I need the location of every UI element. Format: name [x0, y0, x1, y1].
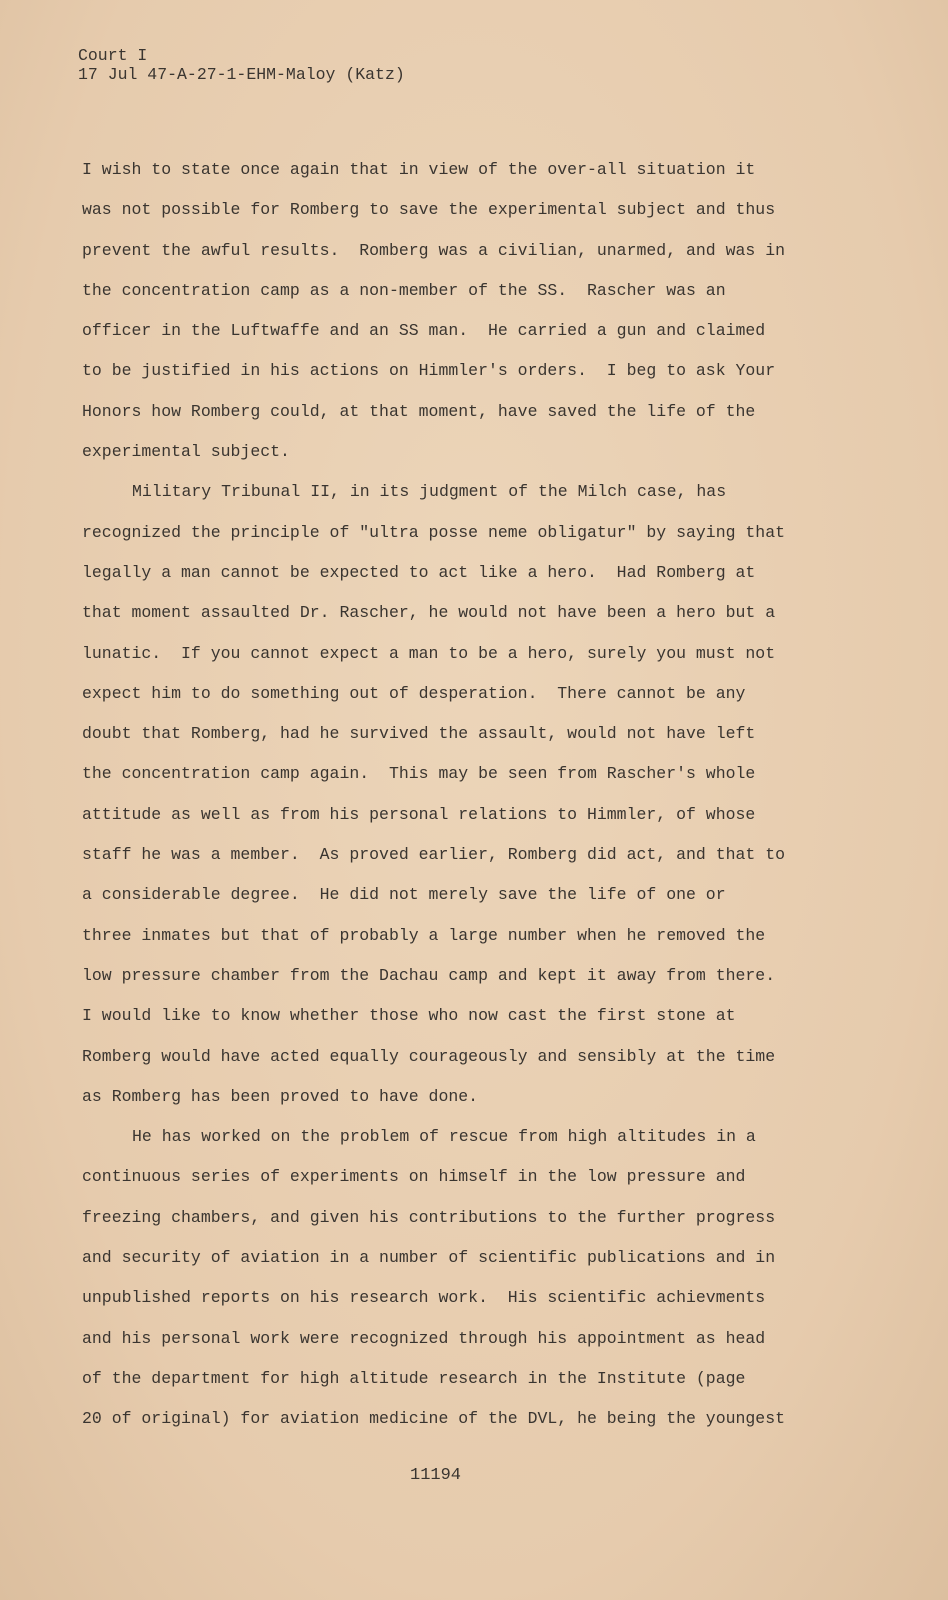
text-line: unpublished reports on his research work. His scientific achievments — [82, 1288, 766, 1308]
text-line: was not possible for Romberg to save the experimental subject and thus — [82, 200, 776, 220]
text-line: and security of aviation in a number of scientific publications and in — [82, 1248, 776, 1268]
text-line: prevent the awful results. Romberg was a civilian, unarmed, and was in — [82, 240, 786, 260]
text-line: as Romberg has been proved to have done. — [82, 1086, 479, 1106]
text-line: doubt that Romberg, had he survived the assault, would not have left — [82, 724, 756, 744]
text-line: Military Tribunal II, in its judgment of the Milch case, has — [132, 482, 727, 502]
text-line: Honors how Romberg could, at that moment, have saved the life of the — [82, 401, 756, 421]
paragraph — [82, 156, 842, 478]
text-line: legally a man cannot be expected to act like a hero. Had Romberg at — [82, 562, 756, 582]
text-line: Romberg would have acted equally courageously and sensibly at the time — [82, 1046, 776, 1066]
text-line: officer in the Luftwaffe and an SS man. He carried a gun and claimed — [82, 321, 766, 341]
paragraph — [82, 1123, 842, 1445]
text-line: I wish to state once again that in view of the over-all situation it — [82, 160, 756, 179]
text-line: attitude as well as from his personal relations to Himmler, of whose — [82, 804, 756, 824]
text-line: recognized the principle of "ultra posse neme obligatur" by saying that — [82, 522, 786, 542]
text-line: low pressure chamber from the Dachau camp and kept it away from there. — [82, 965, 776, 985]
text-line: to be justified in his actions on Himmler's orders. I beg to ask Your — [82, 361, 776, 381]
text-line: He has worked on the problem of rescue from high altitudes in a — [132, 1127, 756, 1147]
text-line: the concentration camp again. This may be seen from Rascher's whole — [82, 764, 756, 784]
text-line: staff he was a member. As proved earlier, Romberg did act, and that to — [82, 845, 786, 865]
document-body — [82, 156, 842, 1446]
text-line: of the department for high altitude research in the Institute (page — [82, 1368, 746, 1388]
court-label: Court I — [78, 46, 148, 65]
text-line: and his personal work were recognized through his appointment as head — [82, 1328, 766, 1348]
document-reference: 17 Jul 47-A-27-1-EHM-Maloy (Katz) — [78, 65, 405, 84]
text-line: I would like to know whether those who now cast the first stone at — [82, 1006, 736, 1026]
text-line: three inmates but that of probably a large number when he removed the — [82, 925, 766, 945]
document-header — [78, 46, 405, 84]
paragraph — [82, 478, 842, 1123]
text-line: a considerable degree. He did not merely save the life of one or — [82, 885, 726, 905]
text-line: lunatic. If you cannot expect a man to be a hero, surely you must not — [82, 643, 776, 663]
text-line: continuous series of experiments on himself in the low pressure and — [82, 1167, 746, 1187]
text-line: 20 of original) for aviation medicine of the DVL, he being the youngest — [82, 1409, 786, 1429]
page-number: 11194 — [410, 1466, 462, 1485]
text-line: freezing chambers, and given his contributions to the further progress — [82, 1207, 776, 1227]
text-line: the concentration camp as a non-member of the SS. Rascher was an — [82, 280, 726, 300]
text-line: experimental subject. — [82, 442, 290, 462]
text-line: expect him to do something out of desperation. There cannot be any — [82, 683, 746, 703]
text-line: that moment assaulted Dr. Rascher, he would not have been a hero but a — [82, 603, 776, 623]
